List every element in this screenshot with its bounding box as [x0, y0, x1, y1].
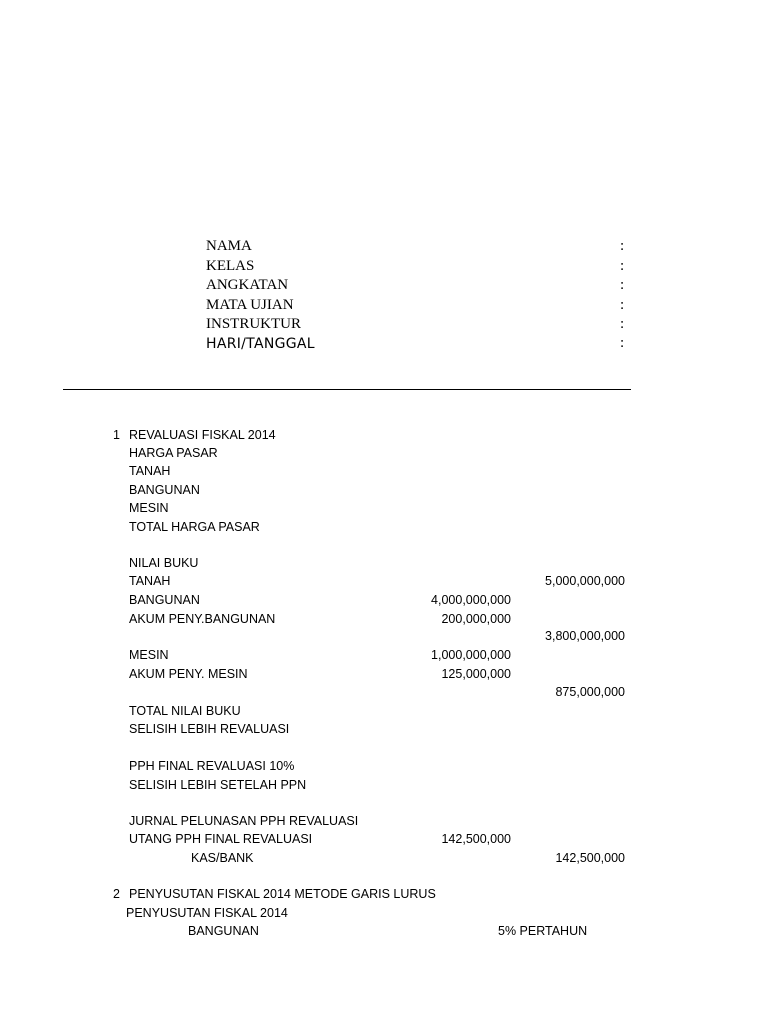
field-colon-mata-ujian: : [620, 297, 625, 313]
nilai-buku-bangunan-value: 4,000,000,000 [431, 593, 511, 607]
nilai-buku-bangunan-label: BANGUNAN [129, 593, 200, 607]
field-colon-hari-tanggal: : [620, 335, 625, 351]
harga-pasar-item-tanah: TANAH [129, 464, 171, 478]
nilai-buku-heading: NILAI BUKU [129, 556, 199, 570]
nilai-buku-mesin-value: 1,000,000,000 [431, 648, 511, 662]
field-colon-instruktur: : [620, 316, 625, 332]
mesin-net-value: 875,000,000 [555, 685, 625, 699]
section-2-item-rate: 5% PERTAHUN [498, 924, 588, 938]
field-label-instruktur: INSTRUKTUR [206, 316, 302, 332]
akum-peny-bangunan-value: 200,000,000 [441, 612, 511, 626]
jurnal-heading: JURNAL PELUNASAN PPH REVALUASI [129, 814, 359, 828]
nilai-buku-tanah-value: 5,000,000,000 [545, 574, 625, 588]
horizontal-divider [63, 389, 631, 390]
jurnal-credit-label: KAS/BANK [191, 851, 254, 865]
section-2-title: PENYUSUTAN FISKAL 2014 METODE GARIS LURUS [129, 887, 436, 901]
field-label-nama: NAMA [206, 238, 252, 254]
section-2-number: 2 [113, 887, 120, 901]
field-label-kelas: KELAS [206, 258, 255, 274]
section-1-title: REVALUASI FISKAL 2014 [129, 428, 276, 442]
field-label-hari-tanggal: HARI/TANGGAL [206, 336, 315, 352]
jurnal-debit-label: UTANG PPH FINAL REVALUASI [129, 832, 313, 846]
harga-pasar-heading: HARGA PASAR [129, 446, 218, 460]
akum-peny-bangunan-label: AKUM PENY.BANGUNAN [129, 612, 276, 626]
field-colon-kelas: : [620, 258, 625, 274]
field-colon-angkatan: : [620, 277, 625, 293]
selisih-lebih-revaluasi-label: SELISIH LEBIH REVALUASI [129, 722, 290, 736]
nilai-buku-mesin-label: MESIN [129, 648, 169, 662]
section-2-item-label: BANGUNAN [188, 924, 259, 938]
field-colon-nama: : [620, 238, 625, 254]
jurnal-credit-value: 142,500,000 [555, 851, 625, 865]
field-label-angkatan: ANGKATAN [206, 277, 289, 293]
total-harga-pasar-label: TOTAL HARGA PASAR [129, 520, 260, 534]
pph-final-label: PPH FINAL REVALUASI 10% [129, 759, 295, 773]
section-2-subheading: PENYUSUTAN FISKAL 2014 [126, 906, 288, 920]
jurnal-debit-value: 142,500,000 [441, 832, 511, 846]
harga-pasar-item-mesin: MESIN [129, 501, 169, 515]
harga-pasar-item-bangunan: BANGUNAN [129, 483, 200, 497]
section-1-number: 1 [113, 428, 120, 442]
bangunan-net-value: 3,800,000,000 [545, 629, 625, 643]
nilai-buku-tanah-label: TANAH [129, 574, 171, 588]
field-label-mata-ujian: MATA UJIAN [206, 297, 294, 313]
total-nilai-buku-label: TOTAL NILAI BUKU [129, 704, 241, 718]
selisih-setelah-ppn-label: SELISIH LEBIH SETELAH PPN [129, 778, 307, 792]
akum-peny-mesin-label: AKUM PENY. MESIN [129, 667, 248, 681]
akum-peny-mesin-value: 125,000,000 [441, 667, 511, 681]
